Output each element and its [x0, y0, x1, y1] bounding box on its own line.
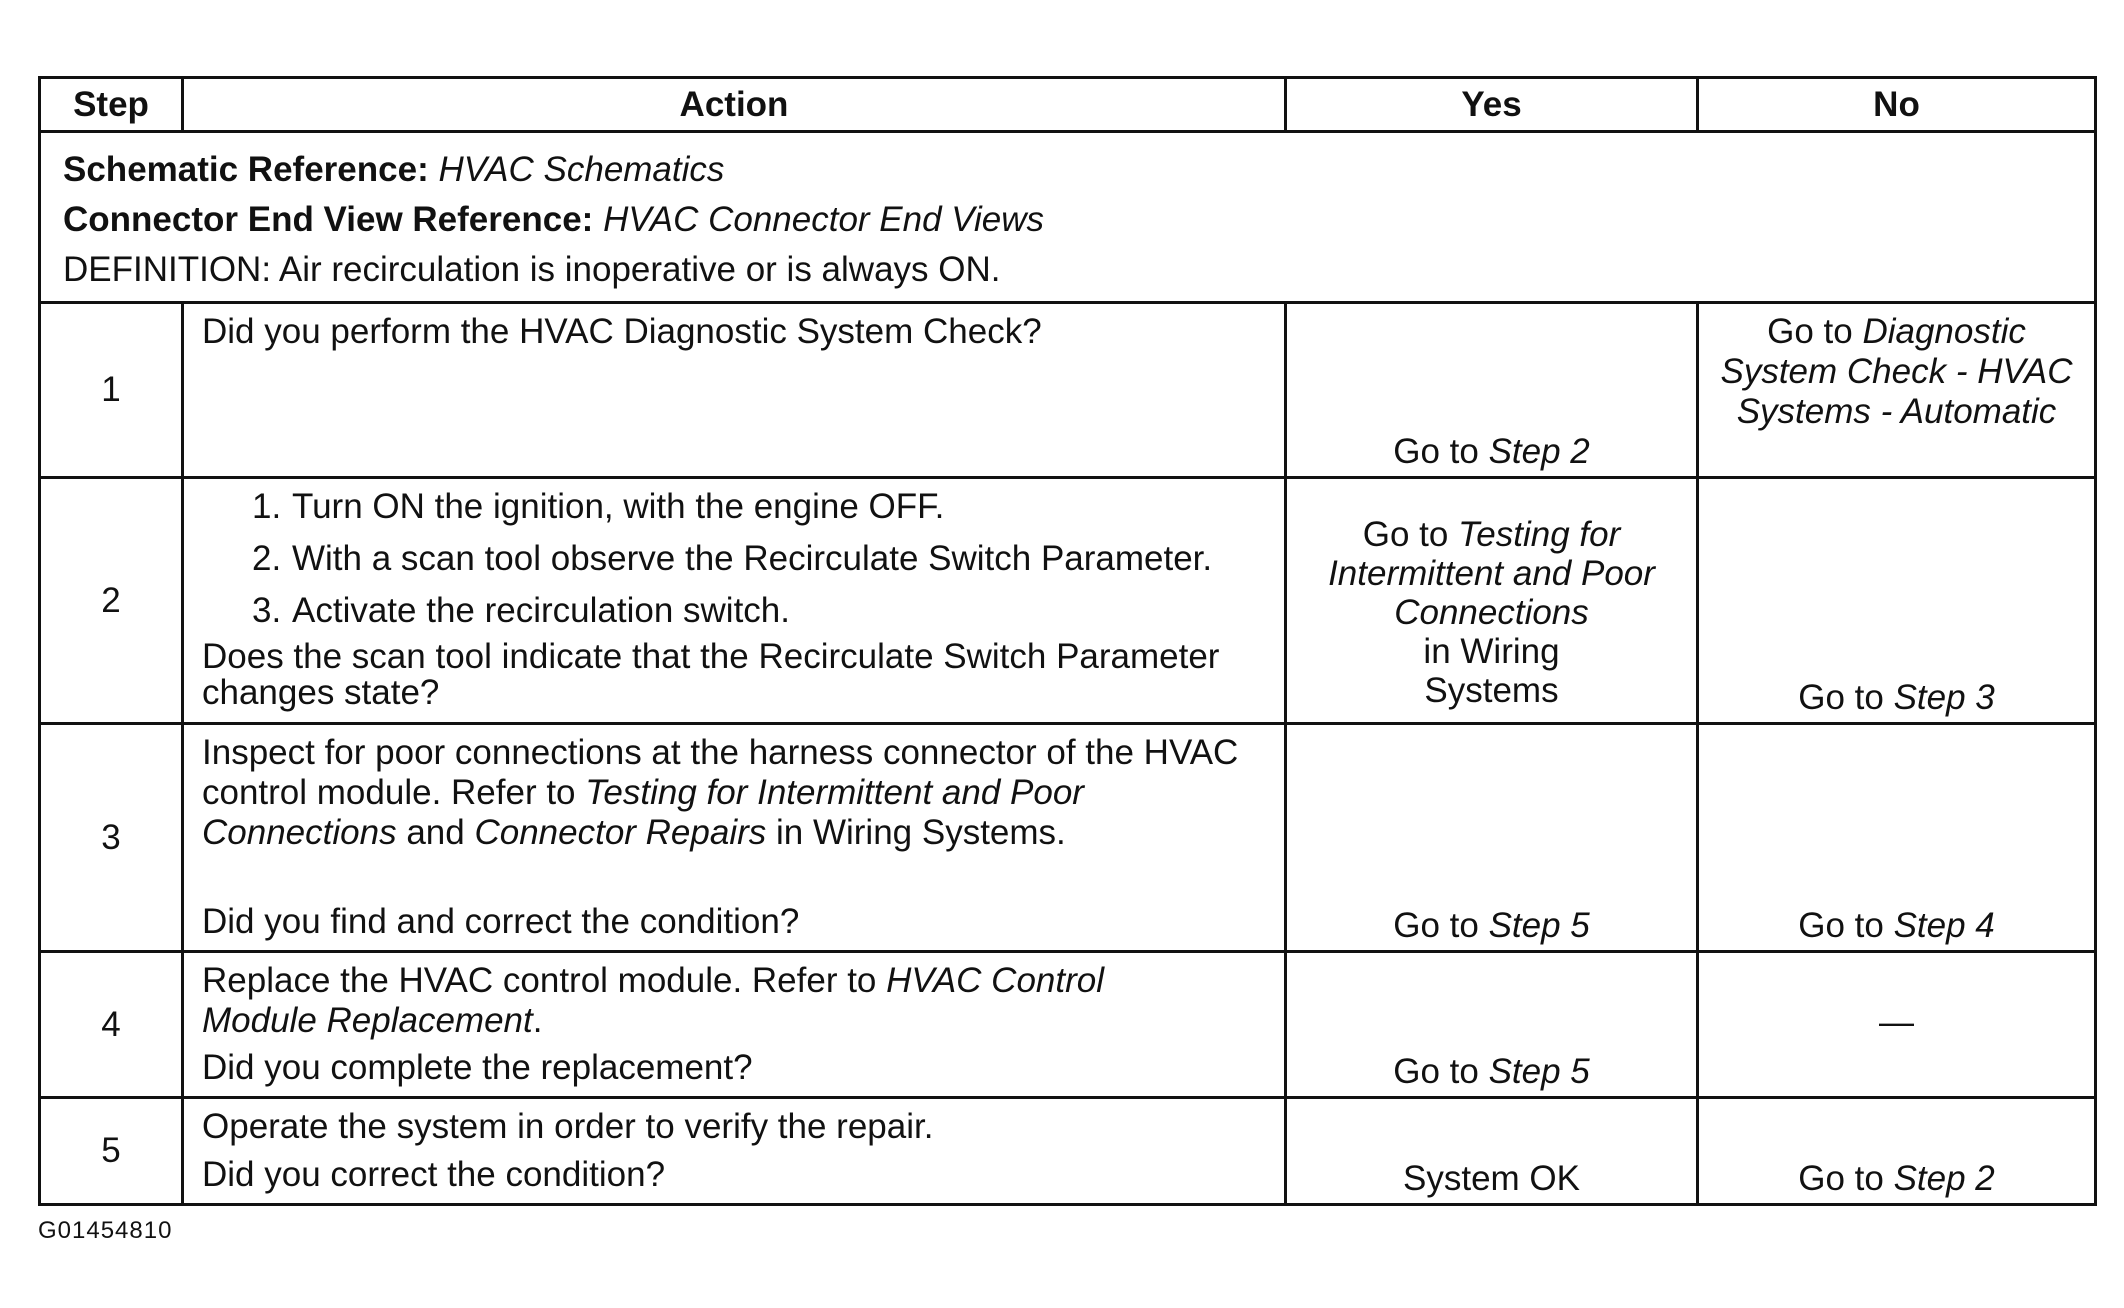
- schematic-reference: [63, 145, 2072, 195]
- reference-cell: [40, 132, 2096, 303]
- header-yes: Yes: [1286, 78, 1698, 132]
- reference-row: [40, 132, 2096, 303]
- schematic-reference-label: Schematic Reference:: [63, 150, 429, 189]
- step-number: 4: [40, 952, 183, 1098]
- substep-item: 2. With a scan tool observe the Recirculate Switch Parameter.: [252, 539, 1213, 578]
- yes-goto[interactable]: [1287, 515, 1696, 710]
- yes-prefix: Go to: [1393, 1052, 1479, 1091]
- no-ref-line2[interactable]: System Check - HVAC: [1720, 352, 2073, 391]
- action-text: Operate the system in order to verify the repair.: [202, 1107, 934, 1146]
- yes-cell: [1286, 1098, 1698, 1205]
- yes-ref-line1[interactable]: Testing for: [1458, 515, 1621, 554]
- no-step-ref[interactable]: Step 3: [1893, 678, 1995, 717]
- no-goto[interactable]: [1699, 1159, 2094, 1199]
- no-cell: [1698, 952, 2096, 1098]
- no-prefix: Go to: [1767, 312, 1853, 351]
- no-step-ref[interactable]: Step 4: [1893, 906, 1995, 945]
- step-row-2: [40, 478, 2096, 724]
- yes-cell: [1286, 303, 1698, 478]
- no-cell: [1698, 303, 2096, 478]
- yes-cell: [1286, 478, 1698, 724]
- step-number: 5: [40, 1098, 183, 1205]
- step-row-4: [40, 952, 2096, 1098]
- step-number: 3: [40, 724, 183, 952]
- yes-ref-line2[interactable]: Intermittent and Poor: [1328, 554, 1655, 593]
- action-cell: [183, 303, 1286, 478]
- action-cell: [183, 724, 1286, 952]
- header-row: [40, 78, 2096, 132]
- no-ref-line3[interactable]: Systems - Automatic: [1736, 392, 2057, 431]
- no-ref-line1[interactable]: Diagnostic: [1862, 312, 2026, 351]
- yes-cell: [1286, 952, 1698, 1098]
- figure-id: G01454810: [38, 1217, 173, 1244]
- no-dash: —: [1879, 1003, 1914, 1042]
- action-paragraph: Inspect for poor connections at the harness connector of the HVAC control module. Refer to Testing for Intermittent and Poor Connections and Connector Repairs in Wiring Systems.: [202, 733, 1239, 852]
- yes-cell: [1286, 724, 1698, 952]
- no-goto[interactable]: [1699, 678, 2094, 718]
- header-no: No: [1698, 78, 2096, 132]
- substep-list: [202, 481, 1266, 637]
- yes-prefix: Go to: [1362, 515, 1449, 554]
- step-row-3: [40, 724, 2096, 952]
- yes-prefix: Go to: [1393, 906, 1479, 945]
- no-prefix: Go to: [1798, 678, 1884, 717]
- yes-step-ref[interactable]: Step 5: [1488, 1052, 1590, 1091]
- step-row-1: [40, 303, 2096, 478]
- no-step-ref[interactable]: Step 2: [1893, 1159, 1995, 1198]
- yes-result: System OK: [1403, 1159, 1580, 1198]
- definition-text: DEFINITION: Air recirculation is inoperative or is always ON.: [63, 250, 1001, 289]
- action-paragraph: Replace the HVAC control module. Refer to HVAC Control Module Replacement.: [202, 961, 1105, 1040]
- diagnostic-table: [38, 76, 2097, 1206]
- action-cell: [183, 952, 1286, 1098]
- yes-prefix: Go to: [1393, 432, 1479, 471]
- connector-reference: [63, 195, 2072, 245]
- action-cell: [183, 1098, 1286, 1205]
- substep-item: 3. Activate the recirculation switch.: [252, 591, 790, 630]
- action-ref-module-replacement[interactable]: HVAC Control Module Replacement: [202, 961, 1105, 1040]
- question-text: Does the scan tool indicate that the Recirculate Switch Parameter changes state?: [202, 637, 1220, 712]
- no-cell: [1698, 724, 2096, 952]
- no-cell: [1698, 1098, 2096, 1205]
- step-row-5: [40, 1098, 2096, 1205]
- connector-reference-link[interactable]: HVAC Connector End Views: [603, 200, 1045, 239]
- yes-goto[interactable]: [1287, 1052, 1696, 1092]
- question-text: Did you complete the replacement?: [202, 1048, 753, 1087]
- yes-goto[interactable]: [1287, 906, 1696, 946]
- action-ref-connector-repairs[interactable]: Connector Repairs: [474, 813, 767, 852]
- action-text: Did you perform the HVAC Diagnostic System Check?: [202, 312, 1042, 351]
- action-ref-testing[interactable]: Testing for Intermittent and Poor Connections: [202, 773, 1084, 852]
- yes-ref-line3[interactable]: Connections: [1394, 593, 1589, 632]
- no-prefix: Go to: [1798, 1159, 1884, 1198]
- yes-suffix-line1: in Wiring: [1423, 632, 1560, 671]
- yes-step-ref[interactable]: Step 5: [1488, 906, 1590, 945]
- no-goto[interactable]: [1699, 304, 2094, 432]
- no-cell: [1698, 478, 2096, 724]
- yes-goto[interactable]: [1287, 432, 1696, 472]
- question-text: Did you find and correct the condition?: [202, 902, 800, 941]
- no-prefix: Go to: [1798, 906, 1884, 945]
- substep-item: 1. Turn ON the ignition, with the engine OFF.: [252, 487, 945, 526]
- schematic-reference-link[interactable]: HVAC Schematics: [438, 150, 725, 189]
- header-action: Action: [183, 78, 1286, 132]
- no-goto[interactable]: [1699, 906, 2094, 946]
- yes-step-ref[interactable]: Step 2: [1488, 432, 1590, 471]
- question-text: Did you correct the condition?: [202, 1155, 666, 1194]
- action-cell: [183, 478, 1286, 724]
- header-step: Step: [40, 78, 183, 132]
- step-number: 2: [40, 478, 183, 724]
- step-number: 1: [40, 303, 183, 478]
- yes-suffix-line2: Systems: [1424, 671, 1559, 710]
- connector-reference-label: Connector End View Reference:: [63, 200, 594, 239]
